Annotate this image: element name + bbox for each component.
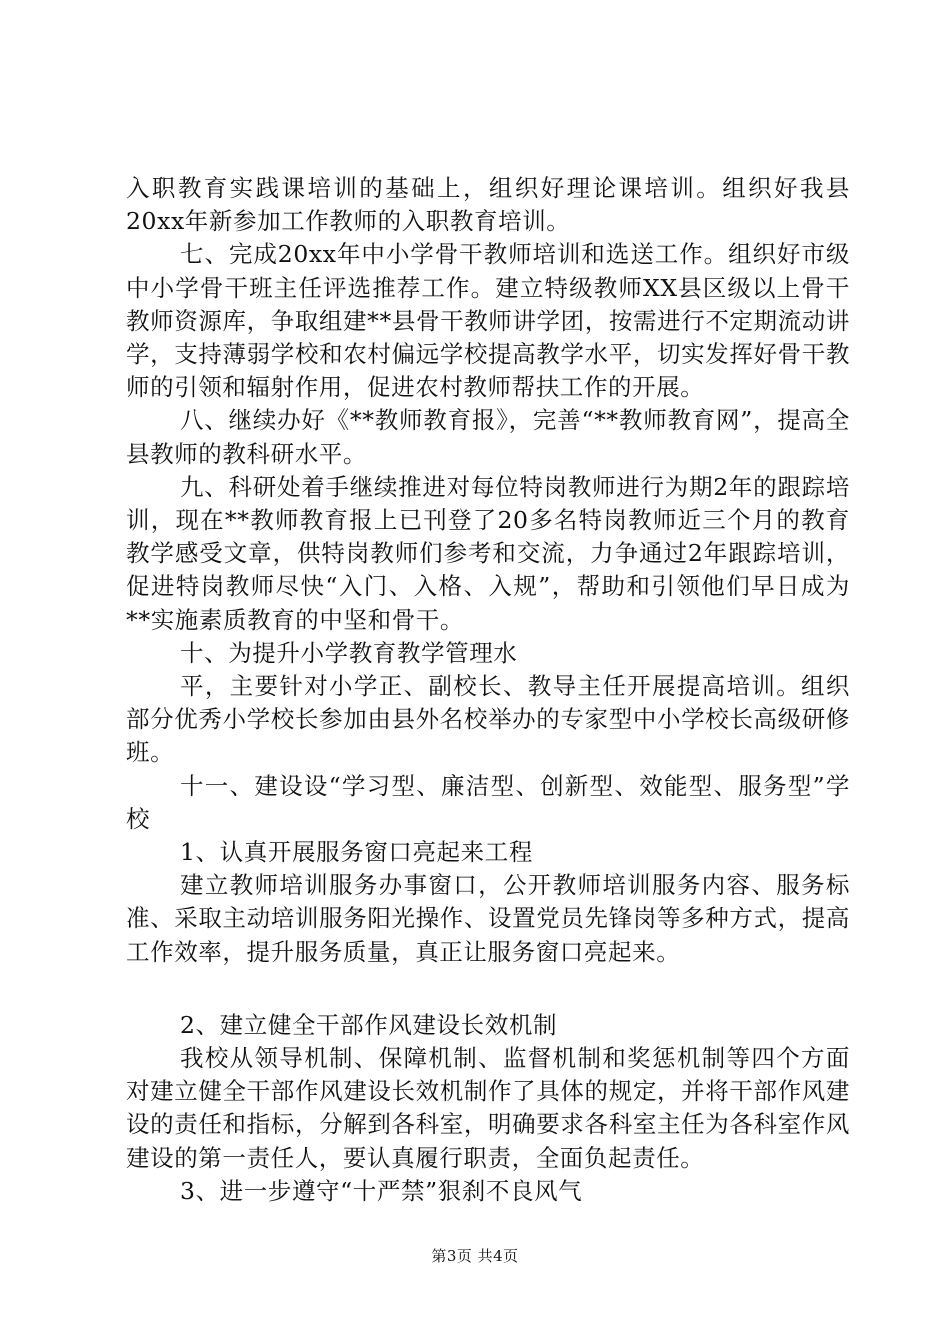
paragraph-continuation: 入职教育实践课培训的基础上，组织好理论课培训。组织好我县20xx年新参加工作教师的入职教育培训。 [126, 174, 850, 236]
page-footer [0, 1245, 950, 1266]
subheading-3: 3、进一步遵守“十严禁”狠刹不良风气 [180, 1176, 583, 1205]
paragraph-item-9: 九、科研处着手继续推进对每位特岗教师进行为期2年的跟踪培训，现在**教师教育报上已刊登了20多名特岗教师近三个月的教育教学感受文章，供特岗教师们参考和交流，力争通过2年跟踪培训，促进特岗教师尽快“入门、入格、入规”，帮助和引领他们早日成为**实施素质教育的中坚和骨干。 [126, 472, 850, 634]
paragraph-item-10-heading: 十、为提升小学教育教学管理水 [180, 638, 518, 667]
document-body [126, 172, 850, 1208]
paragraph-item-11-heading: 十一、建设设“学习型、廉洁型、创新型、效能型、服务型”学校 [126, 771, 850, 833]
paragraph-item-7: 七、完成20xx年中小学骨干教师培训和选送工作。组织好市级中小学骨干班主任评选推荐工作。建立特级教师XX县区级以上骨干教师资源库，争取组建**县骨干教师讲学团，按需进行不定期流动讲学，支持薄弱学校和农村偏远学校提高教学水平，切实发挥好骨干教师的引领和辐射作用，促进农村教师帮扶工作的开展。 [126, 240, 850, 402]
paragraph-item-8: 八、继续办好《**教师教育报》，完善“**教师教育网”，提高全县教师的教科研水平。 [126, 406, 850, 468]
subheading-2: 2、建立健全干部作风建设长效机制 [180, 1010, 558, 1039]
paragraph-sub-2-body: 我校从领导机制、保障机制、监督机制和奖惩机制等四个方面对建立健全干部作风建设长效机制作了具体的规定，并将干部作风建设的责任和指标，分解到各科室，明确要求各科室主任为各科室作风建设的第一责任人，要认真履行职责，全面负起责任。 [126, 1044, 850, 1172]
paragraph-sub-1-body: 建立教师培训服务办事窗口，公开教师培训服务内容、服务标准、采取主动培训服务阳光操作、设置党员先锋岗等多种方式，提高工作效率，提升服务质量，真正让服务窗口亮起来。 [126, 871, 850, 966]
paragraph-item-10-body: 平，主要针对小学正、副校长、教导主任开展提高培训。组织部分优秀小学校长参加由县外名校举办的专家型中小学校长高级研修班。 [126, 672, 850, 767]
subheading-1: 1、认真开展服务窗口亮起来工程 [180, 838, 533, 867]
page-number-label: 第3页 共4页 [431, 1247, 519, 1265]
